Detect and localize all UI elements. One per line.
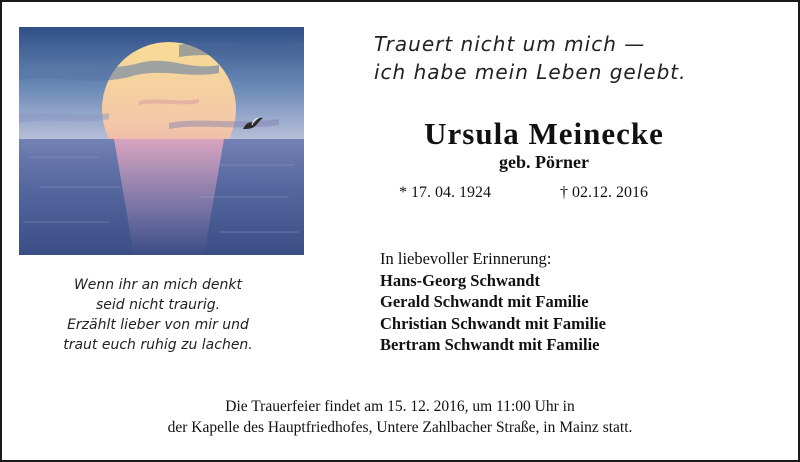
deceased-name: Ursula Meinecke <box>424 116 664 151</box>
service-line-2: der Kapelle des Hauptfriedhofes, Untere Zahlbacher Straße, in Mainz statt. <box>167 419 633 436</box>
mourner-name: Christian Schwandt mit Familie <box>380 313 606 333</box>
birth-date: * 17. 04. 1924 <box>399 184 491 201</box>
verse-line-4: traut euch ruhig zu lachen. <box>63 337 253 353</box>
mourners-list <box>380 248 606 356</box>
mourner-name: Bertram Schwandt mit Familie <box>380 335 600 354</box>
motto <box>374 30 784 86</box>
verse-line-2: seid nicht traurig. <box>95 297 221 313</box>
mourner-name: Gerald Schwandt mit Familie <box>380 292 589 311</box>
sunset-sea-photo <box>19 27 304 255</box>
death-date: † 02.12. 2016 <box>560 184 648 201</box>
verse-line-1: Wenn ihr an mich denkt <box>73 277 243 293</box>
service-line-1: Die Trauerfeier findet am 15. 12. 2016, um 11:00 Uhr in <box>225 398 575 415</box>
mourners-heading: In liebevoller Erinnerung: <box>380 249 552 268</box>
motto-line-1: Trauert nicht um mich — <box>374 32 646 56</box>
verse-line-3: Erzählt lieber von mir und <box>67 317 249 333</box>
mourner-name: Hans-Georg Schwandt <box>380 270 540 290</box>
maiden-name: geb. Pörner <box>499 152 589 172</box>
motto-line-2: ich habe mein Leben gelebt. <box>374 60 687 84</box>
verse <box>42 275 274 355</box>
funeral-service-info <box>2 396 798 438</box>
